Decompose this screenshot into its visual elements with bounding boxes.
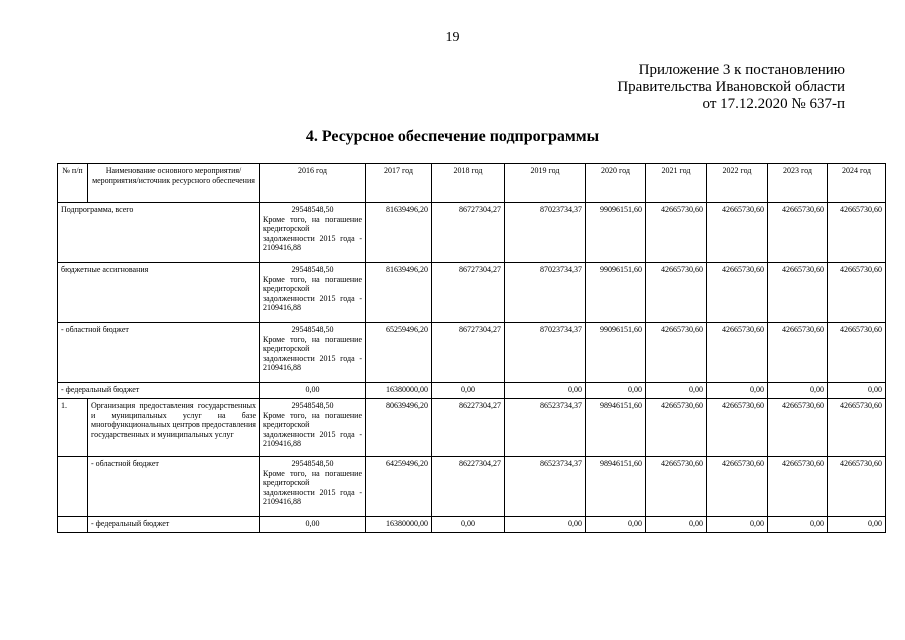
value-cell: 0,00 (505, 383, 586, 399)
table-header-row (58, 164, 886, 203)
value-cell: 99096151,60 (586, 203, 646, 263)
value-cell: 42665730,60 (707, 323, 768, 383)
value-cell: 0,00 (828, 517, 886, 533)
header-num: № п/п (58, 164, 88, 203)
note-2016: Кроме того, на погашение кредиторской задолженности 2015 года - 2109416,88 (263, 214, 362, 252)
value-cell: 0,00 (707, 383, 768, 399)
value-2016: 29548548,50 (291, 205, 334, 214)
cell-2016 (260, 457, 366, 517)
value-cell: 0,00 (586, 517, 646, 533)
note-2016: Кроме того, на погашение кредиторской задолженности 2015 года - 2109416,88 (263, 468, 362, 506)
header-year: 2023 год (768, 164, 828, 203)
value-2016: 29548548,50 (291, 401, 334, 410)
appendix-line-2: Правительства Ивановской области (617, 79, 845, 95)
value-cell: 42665730,60 (768, 263, 828, 323)
section-title: 4. Ресурсное обеспечение подпрограммы (305, 128, 600, 145)
value-cell: 42665730,60 (646, 203, 707, 263)
value-cell: 86727304,27 (432, 323, 505, 383)
value-cell: 98946151,60 (586, 457, 646, 517)
value-cell: 0,00 (768, 517, 828, 533)
header-name: Наименование основного мероприятия/мероприятия/источник ресурсного обеспечения (88, 164, 260, 203)
value-cell: 42665730,60 (768, 399, 828, 457)
value-cell: 98946151,60 (586, 399, 646, 457)
cell-2016 (260, 203, 366, 263)
value-cell: 42665730,60 (768, 323, 828, 383)
header-year: 2016 год (260, 164, 366, 203)
value-cell: 42665730,60 (646, 457, 707, 517)
value-cell: 86227304,27 (432, 457, 505, 517)
value-cell: 81639496,20 (366, 263, 432, 323)
note-2016: Кроме того, на погашение кредиторской задолженности 2015 года - 2109416,88 (263, 410, 362, 448)
row-num (58, 517, 88, 533)
value-cell: 64259496,20 (366, 457, 432, 517)
row-name: - областной бюджет (58, 323, 260, 383)
value-cell: 0,00 (432, 517, 505, 533)
value-cell: 0,00 (432, 383, 505, 399)
table-row (58, 517, 886, 533)
value-cell: 42665730,60 (768, 457, 828, 517)
value-cell: 0,00 (828, 383, 886, 399)
header-year: 2022 год (707, 164, 768, 203)
value-cell: 86523734,37 (505, 399, 586, 457)
row-name: бюджетные ассигнования (58, 263, 260, 323)
value-cell: 86727304,27 (432, 263, 505, 323)
value-cell: 86523734,37 (505, 457, 586, 517)
value-cell: 42665730,60 (707, 457, 768, 517)
value-cell: 65259496,20 (366, 323, 432, 383)
value-cell: 42665730,60 (707, 399, 768, 457)
row-name: Подпрограмма, всего (58, 203, 260, 263)
value-cell: 81639496,20 (366, 203, 432, 263)
value-cell: 42665730,60 (828, 263, 886, 323)
header-year: 2024 год (828, 164, 886, 203)
value-cell: 87023734,37 (505, 203, 586, 263)
cell-2016 (260, 323, 366, 383)
table-row (58, 457, 886, 517)
value-cell: 16380000,00 (366, 383, 432, 399)
note-2016: Кроме того, на погашение кредиторской задолженности 2015 года - 2109416,88 (263, 334, 362, 372)
row-num (58, 457, 88, 517)
value-cell: 42665730,60 (646, 323, 707, 383)
value-cell: 0,00 (586, 383, 646, 399)
value-cell: 16380000,00 (366, 517, 432, 533)
value-cell: 0,00 (646, 517, 707, 533)
value-cell: 42665730,60 (828, 457, 886, 517)
value-cell: 86227304,27 (432, 399, 505, 457)
value-cell: 42665730,60 (646, 399, 707, 457)
header-year: 2021 год (646, 164, 707, 203)
value-2016: 29548548,50 (291, 459, 334, 468)
table-row (58, 323, 886, 383)
table-row (58, 263, 886, 323)
header-year: 2017 год (366, 164, 432, 203)
table-row (58, 203, 886, 263)
table-row (58, 399, 886, 457)
value-cell: 42665730,60 (828, 203, 886, 263)
page-number: 19 (445, 30, 460, 45)
value-cell: 42665730,60 (707, 203, 768, 263)
value-cell: 42665730,60 (828, 399, 886, 457)
value-cell: 42665730,60 (828, 323, 886, 383)
row-num: 1. (58, 399, 88, 457)
value-cell: 87023734,37 (505, 323, 586, 383)
value-cell: 80639496,20 (366, 399, 432, 457)
cell-2016 (260, 263, 366, 323)
resource-table (57, 163, 886, 533)
row-name: Организация предоставления государственных и муниципальных услуг на базе многофункциональных центров предоставления государственных и муниципальных услуг (88, 399, 260, 457)
note-2016: Кроме того, на погашение кредиторской задолженности 2015 года - 2109416,88 (263, 274, 362, 312)
value-2016: 0,00 (260, 383, 366, 399)
value-cell: 0,00 (707, 517, 768, 533)
appendix-reference (617, 62, 845, 113)
value-cell: 42665730,60 (768, 203, 828, 263)
header-year: 2018 год (432, 164, 505, 203)
row-name: - федеральный бюджет (58, 383, 260, 399)
value-cell: 87023734,37 (505, 263, 586, 323)
row-name: - федеральный бюджет (88, 517, 260, 533)
value-cell: 0,00 (505, 517, 586, 533)
value-cell: 99096151,60 (586, 263, 646, 323)
appendix-line-3: от 17.12.2020 № 637-п (702, 96, 845, 112)
value-cell: 42665730,60 (707, 263, 768, 323)
appendix-line-1: Приложение 3 к постановлению (638, 62, 845, 78)
row-name: - областной бюджет (88, 457, 260, 517)
value-2016: 29548548,50 (291, 325, 334, 334)
table-row (58, 383, 886, 399)
header-year: 2019 год (505, 164, 586, 203)
value-cell: 0,00 (646, 383, 707, 399)
header-year: 2020 год (586, 164, 646, 203)
cell-2016 (260, 399, 366, 457)
value-cell: 86727304,27 (432, 203, 505, 263)
value-cell: 42665730,60 (646, 263, 707, 323)
value-cell: 99096151,60 (586, 323, 646, 383)
value-cell: 0,00 (768, 383, 828, 399)
value-2016: 29548548,50 (291, 265, 334, 274)
value-2016: 0,00 (260, 517, 366, 533)
